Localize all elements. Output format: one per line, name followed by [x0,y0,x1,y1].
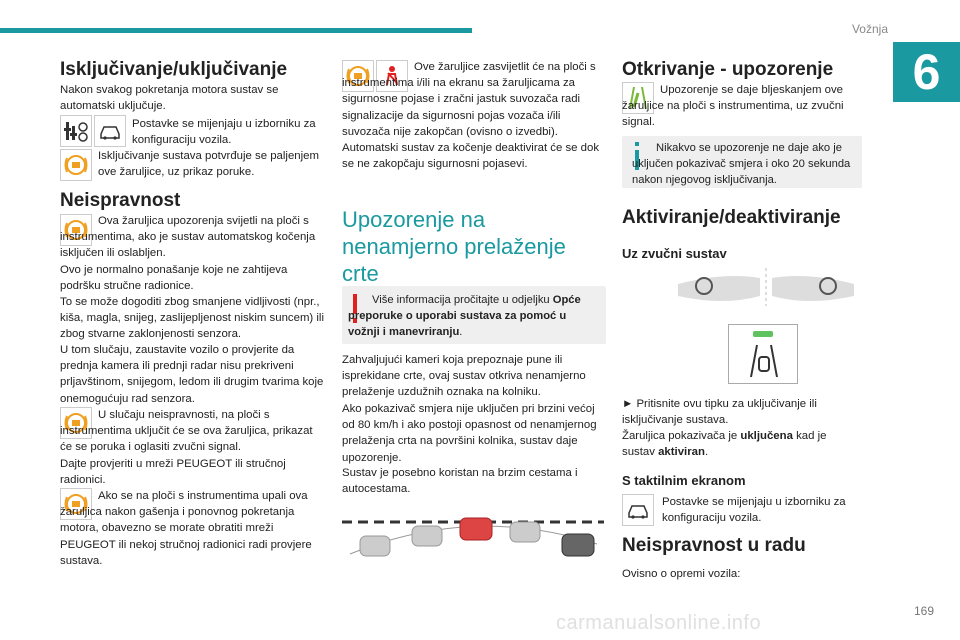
heading-detection: Otkrivanje - upozorenje [622,59,834,80]
lane-departure-button-icon [747,343,781,379]
heading-on-off: Isključivanje/uključivanje [60,59,288,80]
heading-operation-fault: Neispravnost u radu [622,535,806,556]
subheading-touchscreen: S taktilnim ekranom [622,473,746,488]
note-text: Više informacija pročitajte u odjeljku Opće preporuke o uporabi sustava za pomoć u vožnji i manevriranju. [348,294,581,339]
paragraph: Sustav je posebno koristan na brzim cestama i autocestama. [342,467,578,496]
lane-departure-illustration [342,504,604,570]
paragraph: Zahvaljujući kameri koja prepoznaje pune ili isprekidane crte, ovaj sustav otkriva nenamjerno prelaženje uzdužnih oznaka na kolniku. [342,354,586,399]
paragraph: Ovisno o opremi vozila: [622,568,741,580]
steering-wheel-controls-icon [674,266,858,308]
paragraph: Postavke se mijenjaju u izborniku za konfiguraciju vozila. [662,496,846,525]
watermark: carmanualsonline.info [556,612,762,634]
paragraph: Isključivanje sustava potvrđuje se paljenjem ove žaruljice, uz prikaz poruke. [98,150,319,179]
paragraph: Dajte provjeriti u mreži PEUGEOT ili stručnoj radionici. [60,458,286,487]
paragraph: Nakon svakog pokretanja motora sustav se automatski uključuje. [60,84,279,113]
button-indicator-light [753,331,773,337]
section-title: Vožnja [851,22,888,36]
heading-lane-departure: Upozorenje na nenamjerno prelaženje crte [342,207,566,286]
page-number: 169 [913,604,934,618]
paragraph: Ako se na ploči s instrumentima upali ova žaruljica nakon gašenja i ponovnog pokretanja motora, obavezno se morate obratiti mreži PEUGEOT ili nekoj stručnoj radionici radi provjere sustava. [60,490,312,567]
car-menu-icon [622,494,654,526]
paragraph: Ova žaruljica upozorenja svijetli na ploči s instrumentima, ako je sustav automatskog kočenja isključen ili oslabljen. [60,215,316,260]
note-text: Nikakvo se upozorenje ne daje ako je uključen pokazivač smjera i oko 20 sekunda nakon njegovog isključivanja. [632,142,851,187]
paragraph: To se može dogoditi zbog smanjene vidljivosti (npr., kiša, magla, snijeg, zaslijepljenost niskim suncem) ili zbog stvarne zaklonjenosti senzora. [60,296,324,341]
paragraph: Ako pokazivač smjera nije uključen pri brzini većoj od 80 km/h i ako postoji opasnost od nenamjernog prelaženja crta na površini kolnika, sustav daje upozorenje. [342,403,597,464]
lane-assist-button [728,324,798,384]
heading-malfunction: Neispravnost [60,190,181,211]
adas-settings-icon [60,115,92,147]
chapter-number: 6 [893,42,960,102]
paragraph: Žaruljica pokazivača je uključena kad je sustav aktiviran. [622,430,827,459]
paragraph: ► Pritisnite ovu tipku za uključivanje ili isključivanje sustava. [622,398,817,427]
paragraph: Ove žaruljice zasvijetlit će na ploči s instrumentima i/ili na ekranu sa žaruljicama za sigurnosne pojase i zračni jastuk suvozača radi signalizacije da sigurnosni pojas vozača i/ili suvozača nije zakopčan (ovisno o izvedbi). Automatski sustav za kočenje deaktivirat će se dok se ne zakopčaju sigurnosni pojasevi. [342,61,600,171]
info-note [622,136,862,188]
paragraph: Upozorenje se daje bljeskanjem ove žaruljice na ploči s instrumentima, uz zvučni signal. [622,84,844,129]
paragraph: Ovo je normalno ponašanje koje ne zahtijeva podršku stručne radionice. [60,264,288,293]
info-note [342,286,606,344]
autobrake-off-icon [60,149,92,181]
paragraph: U slučaju neispravnosti, na ploči s instrumentima uključit će se ova žaruljica, prikazat će se poruka i oglasiti zvučni signal. [60,409,313,454]
paragraph: U tom slučaju, zaustavite vozilo o provjerite da prednja kamera ili prednji radar nisu prekriveni prljavštinom, snijegom, ledom ili drugim tvarima koje onemogućuju rad senzora. [60,344,324,405]
heading-activation: Aktiviranje/deaktiviranje [622,207,841,228]
header-accent-bar [0,28,472,33]
paragraph: Postavke se mijenjaju u izborniku za konfiguraciju vozila. [132,118,316,147]
subheading-audio: Uz zvučni sustav [622,246,727,261]
car-menu-icon [94,115,126,147]
